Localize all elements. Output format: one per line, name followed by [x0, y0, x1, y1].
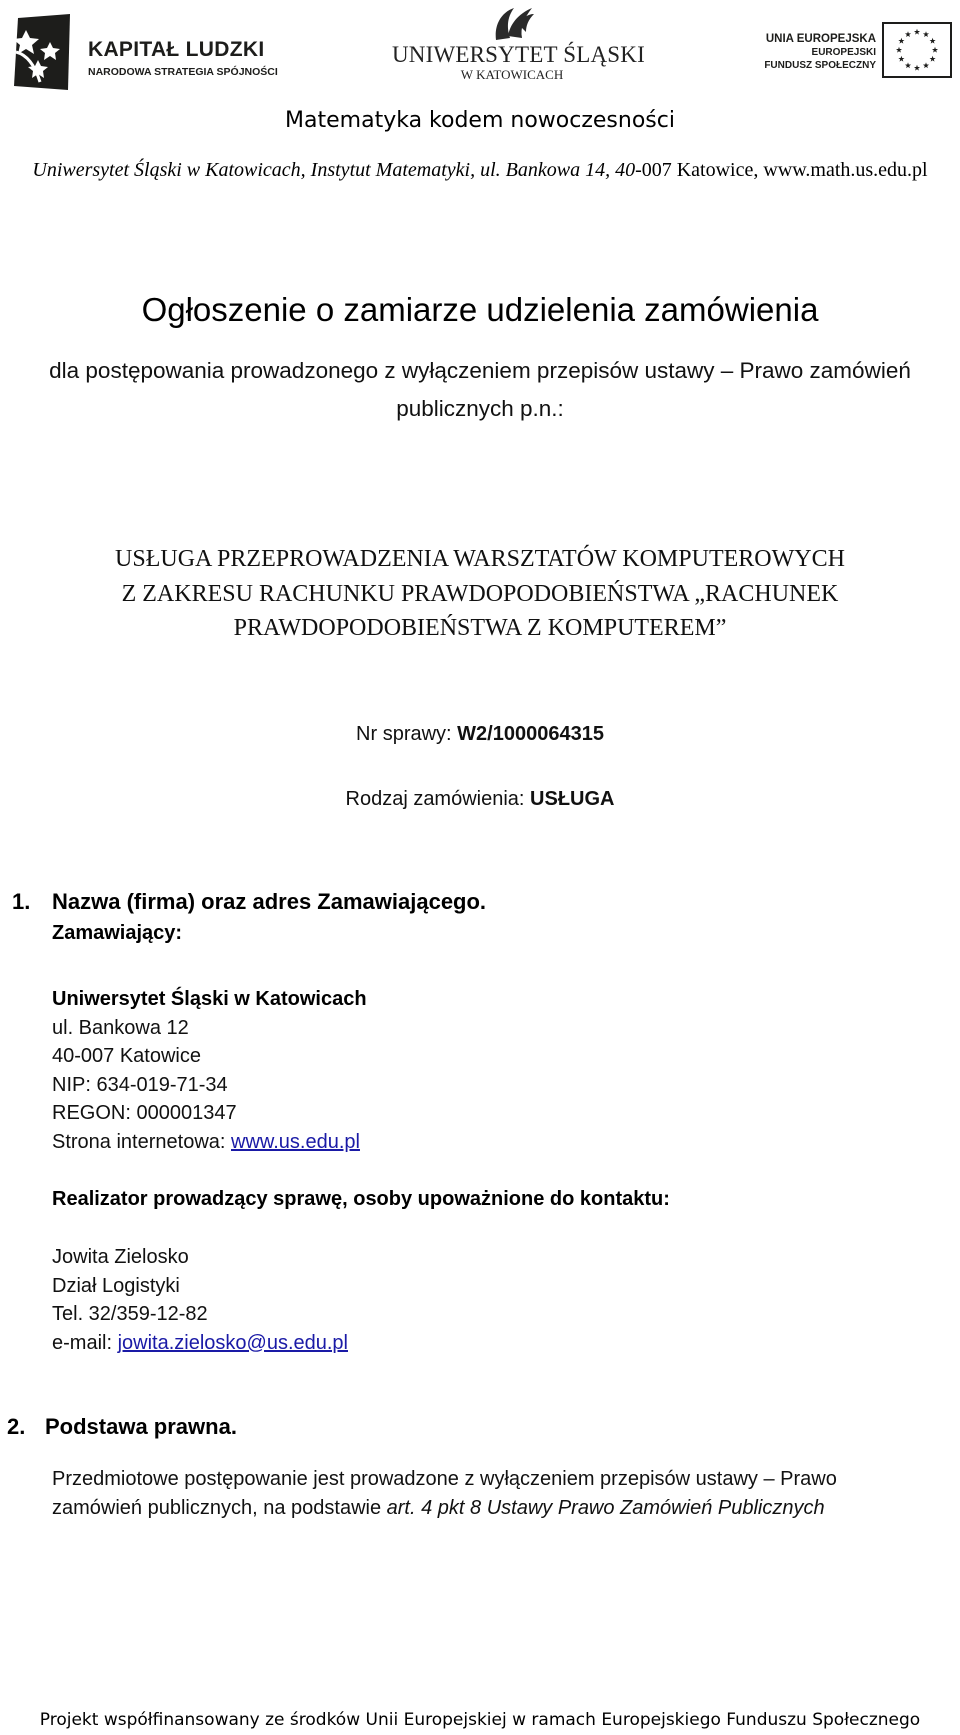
notice-title: Ogłoszenie o zamiarze udzielenia zamówienia — [141, 291, 819, 328]
institute-address — [0, 157, 960, 183]
contact-details — [52, 1243, 348, 1357]
authority-nip: NIP: 634-019-71-34 — [52, 1073, 228, 1096]
case-value: W2/1000064315 — [457, 723, 604, 745]
contracting-authority-address — [52, 985, 367, 1157]
contact-name: Jowita Zielosko — [52, 1246, 189, 1268]
order-subject-line: USŁUGA PRZEPROWADZENIA WARSZTATÓW KOMPUTEROWYCH — [115, 546, 845, 572]
authority-city: 40-007 Katowice — [52, 1045, 201, 1068]
case-number — [0, 721, 960, 747]
section1-number: 1. — [12, 889, 31, 914]
university-emblem-icon — [488, 4, 536, 44]
eu-line2: EUROPEJSKI — [811, 47, 876, 58]
case-label: Nr sprawy: — [356, 723, 458, 745]
email-label: e-mail: — [52, 1331, 118, 1354]
kapital-ludzki-subtitle: NARODOWA STRATEGIA SPÓJNOŚCI — [88, 66, 278, 78]
legal-line2 — [52, 1494, 837, 1523]
university-subtitle: W KATOWICACH — [460, 67, 564, 82]
uniwersytet-slaski-logo — [392, 4, 645, 82]
section1-title: Nazwa (firma) oraz adres Zamawiającego. — [52, 889, 487, 914]
order-type-label: Rodzaj zamówienia: — [345, 788, 531, 810]
order-subject — [40, 542, 920, 646]
legal-line2-plain: zamówień publicznych, na podstawie — [52, 1497, 387, 1519]
website-label: Strona internetowa: — [52, 1130, 231, 1153]
footer-cofinancing: Projekt współfinansowany ze środków Unii Europejskiej w ramach Europejskiego Funduszu Społecznego — [39, 1710, 921, 1730]
kapital-ludzki-emblem-icon — [10, 12, 74, 92]
university-title: UNIWERSYTET ŚLĄSKI — [392, 42, 645, 67]
contact-department: Dział Logistyki — [52, 1274, 180, 1297]
legal-basis-text — [52, 1465, 837, 1523]
project-title: Matematyka kodem nowoczesności — [285, 108, 675, 133]
contact-phone: Tel. 32/359-12-82 — [52, 1303, 208, 1326]
section1-subtitle: Zamawiający: — [52, 922, 183, 944]
order-type — [0, 786, 960, 812]
email-link[interactable]: jowita.zielosko@us.edu.pl — [117, 1331, 348, 1354]
kapital-ludzki-logo — [8, 10, 278, 94]
section2-number: 2. — [7, 1414, 26, 1439]
legal-line2-italic: art. 4 pkt 8 Ustawy Prawo Zamówień Publicznych — [386, 1497, 825, 1519]
address-rest: -007 Katowice, www.math.us.edu.pl — [635, 159, 928, 181]
notice-lead: dla postępowania prowadzonego z wyłączeniem przepisów ustawy – Prawo zamówień publicznych p.n.: — [49, 358, 911, 421]
section2-title: Podstawa prawna. — [45, 1414, 237, 1439]
website-link[interactable]: www.us.edu.pl — [231, 1130, 360, 1153]
eu-flag-icon — [882, 22, 952, 78]
contact-email — [52, 1329, 348, 1358]
legal-line1: Przedmiotowe postępowanie jest prowadzone z wyłączeniem przepisów ustawy – Prawo — [52, 1468, 837, 1490]
eu-logo — [748, 22, 954, 80]
authority-website — [52, 1128, 367, 1157]
authority-name: Uniwersytet Śląski w Katowicach — [52, 988, 367, 1010]
eu-text — [764, 32, 876, 72]
order-subject-line: Z ZAKRESU RACHUNKU PRAWDOPODOBIEŃSTWA „RACHUNEK — [121, 580, 839, 607]
address-italic: Uniwersytet Śląski w Katowicach, Instytut Matematyki, ul. Bankowa 14, 40 — [32, 159, 636, 181]
order-subject-line: PRAWDOPODOBIEŃSTWA Z KOMPUTEREM” — [233, 615, 727, 641]
realizator-heading: Realizator prowadzący sprawę, osoby upoważnione do kontaktu: — [52, 1188, 670, 1210]
authority-regon: REGON: 000001347 — [52, 1102, 237, 1125]
eu-line1: UNIA EUROPEJSKA — [765, 33, 876, 45]
kapital-ludzki-title: KAPITAŁ LUDZKI — [88, 38, 265, 61]
eu-line3: FUNDUSZ SPOŁECZNY — [764, 60, 876, 71]
authority-street: ul. Bankowa 12 — [52, 1016, 189, 1039]
order-type-value: USŁUGA — [530, 788, 615, 810]
